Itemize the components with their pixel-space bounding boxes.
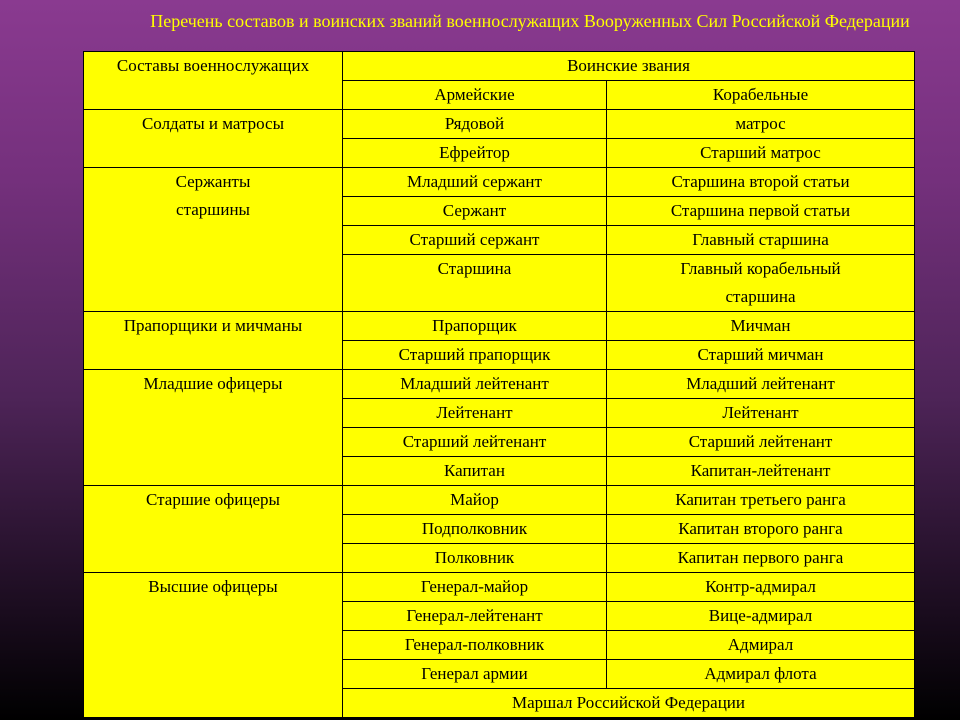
army-rank-cell: Генерал-майор: [343, 573, 607, 602]
army-rank-cell: Генерал-лейтенант: [343, 602, 607, 631]
ranks-table: [83, 51, 915, 718]
navy-rank-cell: Капитан третьего ранга: [607, 486, 915, 515]
group-name-cell: Младшие офицеры: [84, 370, 343, 486]
table-row: [84, 168, 915, 197]
table-row: [84, 486, 915, 515]
army-rank-cell: Младший сержант: [343, 168, 607, 197]
army-rank-cell: Капитан: [343, 457, 607, 486]
group-name-line2: старшины: [176, 200, 250, 219]
navy-rank-cell: Капитан первого ранга: [607, 544, 915, 573]
navy-rank-cell: Главный старшина: [607, 226, 915, 255]
group-name-cell: Старшие офицеры: [84, 486, 343, 573]
table-row: [84, 573, 915, 602]
army-rank-cell: Прапорщик: [343, 312, 607, 341]
navy-rank-cell: Старший мичман: [607, 341, 915, 370]
army-rank-cell: Генерал армии: [343, 660, 607, 689]
navy-rank-cell: матрос: [607, 110, 915, 139]
table-row: [84, 110, 915, 139]
header-composition: Составы военнослужащих: [84, 52, 343, 110]
army-rank-cell: Младший лейтенант: [343, 370, 607, 399]
army-rank-cell: Подполковник: [343, 515, 607, 544]
table-row: [84, 312, 915, 341]
group-name-line1: Сержанты: [175, 172, 251, 191]
navy-rank-cell: Старший матрос: [607, 139, 915, 168]
slide-title: Перечень составов и воинских званий военнослужащих Вооруженных Сил Российской Федерации: [150, 11, 910, 31]
group-name-cell: Прапорщики и мичманы: [84, 312, 343, 370]
navy-rank-line2: старшина: [725, 287, 796, 306]
group-name-cell: Солдаты и матросы: [84, 110, 343, 168]
navy-rank-cell: Адмирал флота: [607, 660, 915, 689]
group-name-cell: Высшие офицеры: [84, 573, 343, 718]
army-rank-cell: Майор: [343, 486, 607, 515]
army-rank-cell: Ефрейтор: [343, 139, 607, 168]
army-rank-cell: Старший лейтенант: [343, 428, 607, 457]
navy-rank-cell: Младший лейтенант: [607, 370, 915, 399]
table-row: [84, 370, 915, 399]
army-rank-cell: Старшина: [343, 255, 607, 312]
navy-rank-cell: Старшина первой статьи: [607, 197, 915, 226]
army-rank-cell: Сержант: [343, 197, 607, 226]
table-header-row: [84, 52, 915, 81]
navy-rank-cell: Адмирал: [607, 631, 915, 660]
army-rank-cell: Генерал-полковник: [343, 631, 607, 660]
navy-rank-cell: Мичман: [607, 312, 915, 341]
army-rank-cell: Старший сержант: [343, 226, 607, 255]
navy-rank-cell: Капитан-лейтенант: [607, 457, 915, 486]
header-ranks: Воинские звания: [343, 52, 915, 81]
army-rank-cell: Рядовой: [343, 110, 607, 139]
navy-rank-cell: Вице-адмирал: [607, 602, 915, 631]
marshal-cell: Маршал Российской Федерации: [343, 689, 915, 718]
navy-rank-cell: Лейтенант: [607, 399, 915, 428]
navy-rank-cell: Капитан второго ранга: [607, 515, 915, 544]
navy-rank-cell: Контр-адмирал: [607, 573, 915, 602]
group-name-cell: [84, 168, 343, 312]
navy-rank-cell: Старшина второй статьи: [607, 168, 915, 197]
header-army: Армейские: [343, 81, 607, 110]
navy-rank-line1: Главный корабельный: [680, 259, 841, 278]
army-rank-cell: Полковник: [343, 544, 607, 573]
header-navy: Корабельные: [607, 81, 915, 110]
navy-rank-cell: Старший лейтенант: [607, 428, 915, 457]
navy-rank-cell: [607, 255, 915, 312]
army-rank-cell: Старший прапорщик: [343, 341, 607, 370]
army-rank-cell: Лейтенант: [343, 399, 607, 428]
